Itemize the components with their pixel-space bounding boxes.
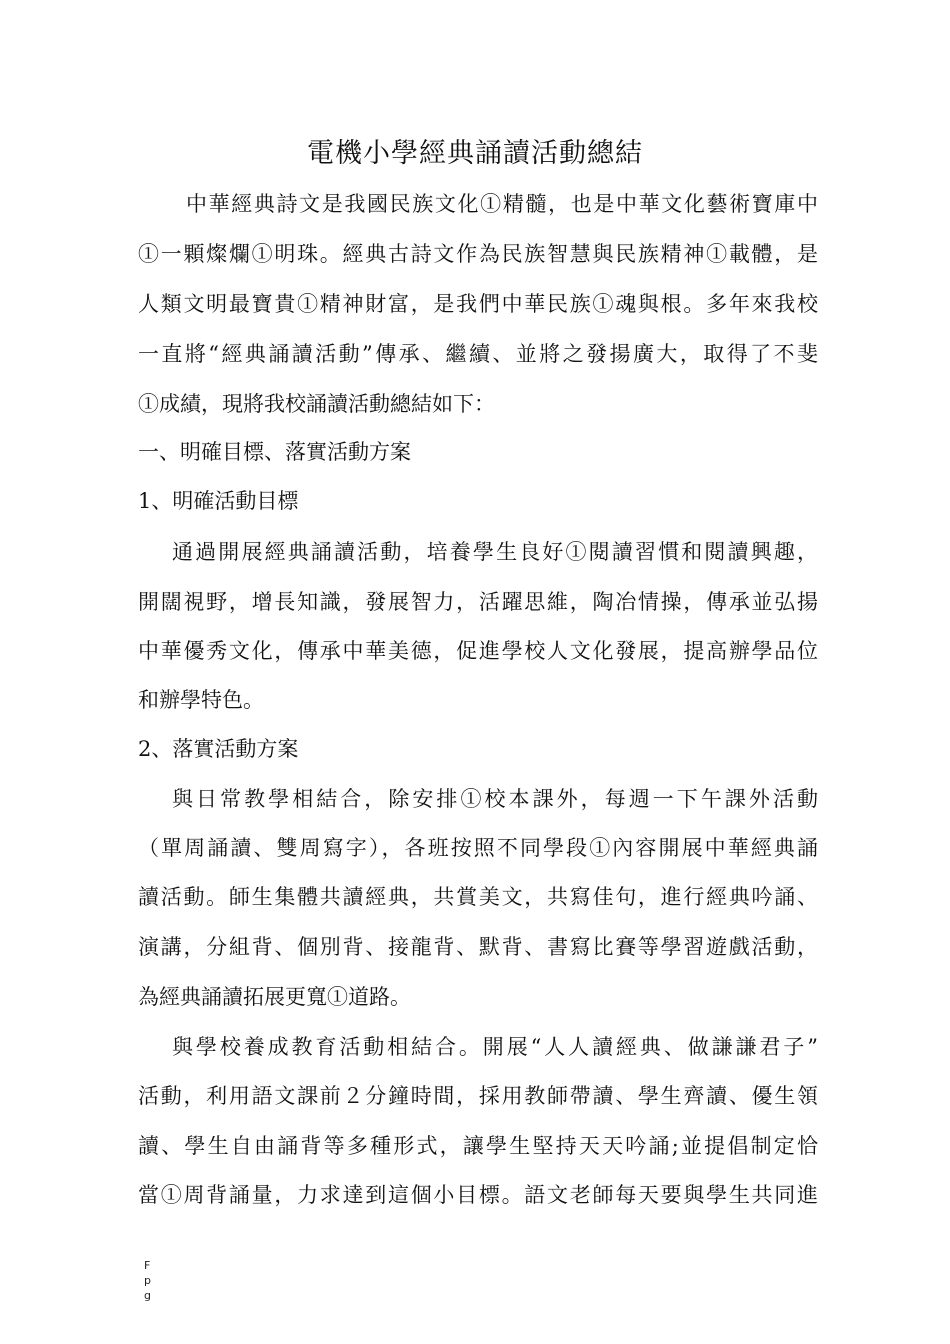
section-heading: 一、明確目標、落實活動方案 (138, 440, 411, 464)
footer-char: p (144, 1274, 151, 1287)
paragraph-line: 通過開展經典誦讀活動，培養學生良好①閱讀習慣和閱讀興趣， (172, 540, 818, 564)
document-title: 電機小學經典誦讀活動總結 (307, 138, 643, 169)
paragraph-line: ①成績，現將我校誦讀活動總結如下： (138, 392, 495, 416)
paragraph-line: 中華優秀文化，傳承中華美德，促進學校人文化發展，提高辦學品位 (138, 639, 818, 663)
footer-char: F (144, 1259, 151, 1272)
footer-char: g (144, 1289, 151, 1302)
paragraph-line: ①一顆燦爛①明珠。經典古詩文作為民族智慧與民族精神①載體，是 (138, 242, 818, 266)
paragraph-line: 當①周背誦量，力求達到這個小目標。語文老師每天要與學生共同進 (138, 1183, 818, 1207)
paragraph-line: 活動，利用語文課前２分鐘時間，採用教師帶讀、學生齊讀、優生領 (138, 1084, 818, 1108)
paragraph-line: 演講，分組背、個別背、接龍背、默背、書寫比賽等學習遊戲活動， (138, 935, 818, 959)
paragraph-line: 與日常教學相結合，除安排①校本課外，每週一下午課外活動 (172, 787, 818, 811)
paragraph-line: 中華經典詩文是我國民族文化①精髓，也是中華文化藝術寶庫中 (186, 192, 818, 216)
paragraph-line: 讀、學生自由誦背等多種形式，讓學生堅持天天吟誦;並提倡制定恰 (138, 1134, 818, 1158)
paragraph-line: 人類文明最寶貴①精神財富，是我們中華民族①魂與根。多年來我校 (138, 292, 818, 316)
subsection-heading: 1、明確活動目標 (138, 489, 299, 513)
paragraph-line: 開闊視野，增長知識，發展智力，活躍思維，陶冶情操，傳承並弘揚 (138, 590, 818, 614)
paragraph-line: 與學校養成教育活動相結合。開展“人人讀經典、做謙謙君子” (172, 1035, 818, 1059)
page-footer-mark (144, 1258, 164, 1303)
paragraph-line: （單周誦讀、雙周寫字），各班按照不同學段①內容開展中華經典誦 (138, 836, 818, 860)
paragraph-line: 和辦學特色。 (138, 688, 264, 712)
paragraph-line: 讀活動。師生集體共讀經典，共賞美文，共寫佳句，進行經典吟誦、 (138, 885, 818, 909)
paragraph-line: 一直將“經典誦讀活動”傳承、繼續、並將之發揚廣大，取得了不斐 (138, 342, 818, 366)
paragraph-line: 為經典誦讀拓展更寬①道路。 (138, 985, 411, 1009)
subsection-heading: 2、落實活動方案 (138, 737, 299, 761)
